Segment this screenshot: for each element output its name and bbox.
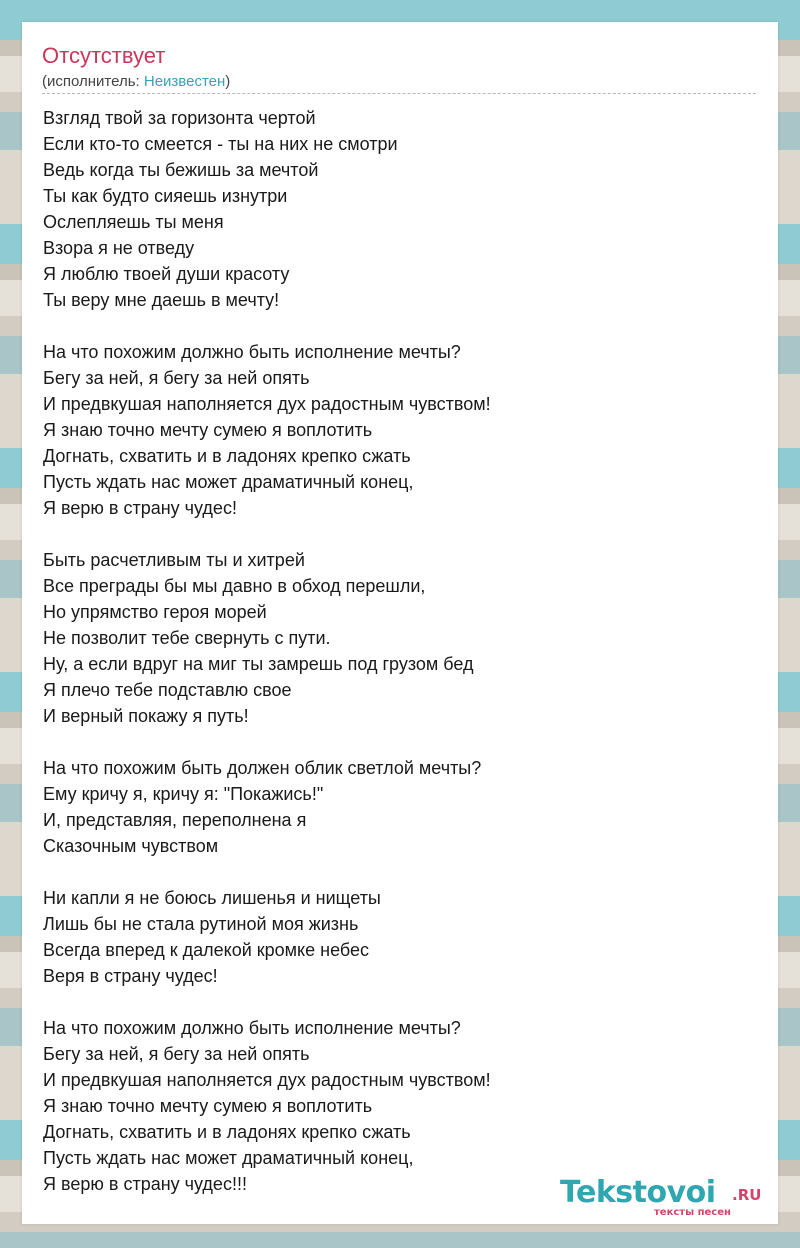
artist-line	[42, 72, 230, 92]
lyric-line: Сказочным чувством	[43, 836, 219, 856]
lyric-line: Я знаю точно мечту сумею я воплотить	[43, 1096, 373, 1116]
logo-name: Tekstovoi	[560, 1175, 716, 1210]
artist-suffix: )	[225, 73, 231, 90]
lyric-line: Взора я не отведу	[43, 238, 195, 258]
lyric-line: И верный покажу я путь!	[43, 706, 249, 726]
lyric-line: Лишь бы не стала рутиной моя жизнь	[43, 914, 359, 934]
lyric-line: Я знаю точно мечту сумею я воплотить	[43, 420, 373, 440]
lyric-line: Ну, а если вдруг на миг ты замрешь под грузом бед	[43, 654, 474, 674]
lyric-line: Догнать, схватить и в ладонях крепко сжать	[43, 446, 411, 466]
stanza-break	[43, 521, 763, 547]
lyric-line: Быть расчетливым ты и хитрей	[43, 550, 305, 570]
lyric-line: Всегда вперед к далекой кромке небес	[43, 940, 370, 960]
lyric-line: Я плечо тебе подставлю свое	[43, 680, 292, 700]
lyric-line: Ведь когда ты бежишь за мечтой	[43, 160, 319, 180]
lyric-line: Не позволит тебе свернуть с пути.	[43, 628, 331, 648]
artist-link[interactable]: Неизвестен	[143, 73, 226, 90]
lyric-line: Я верю в страну чудес!	[43, 498, 237, 518]
lyric-line: Бегу за ней, я бегу за ней опять	[43, 1044, 310, 1064]
lyric-line: На что похожим должно быть исполнение мечты?	[43, 342, 461, 362]
lyric-line: Догнать, схватить и в ладонях крепко сжать	[43, 1122, 411, 1142]
stanza-break	[43, 989, 763, 1015]
lyric-line: Ты как будто сияешь изнутри	[43, 186, 288, 206]
lyric-line: Пусть ждать нас может драматичный конец,	[43, 1148, 414, 1168]
stanza-break	[43, 313, 763, 339]
lyric-line: Я верю в страну чудес!!!	[43, 1174, 247, 1194]
lyric-line: Ему кричу я, кричу я: "Покажись!"	[43, 784, 324, 804]
lyric-line: На что похожим быть должен облик светлой мечты?	[43, 758, 482, 778]
lyric-line: Все преграды бы мы давно в обход перешли,	[43, 576, 426, 596]
lyric-line: И предвкушая наполняется дух радостным чувством!	[43, 1070, 491, 1090]
lyric-line: Если кто-то смеется - ты на них не смотри	[43, 134, 398, 154]
lyric-line: Пусть ждать нас может драматичный конец,	[43, 472, 414, 492]
site-logo[interactable]	[560, 1176, 770, 1218]
lyric-line: Но упрямство героя морей	[43, 602, 267, 622]
logo-tld: .RU	[732, 1186, 762, 1204]
lyric-line: И предвкушая наполняется дух радостным чувством!	[43, 394, 491, 414]
lyric-line: Я люблю твоей души красоту	[43, 264, 290, 284]
title-divider	[42, 93, 756, 94]
lyric-line: И, представляя, переполнена я	[43, 810, 307, 830]
lyric-line: Ослепляешь ты меня	[43, 212, 224, 232]
lyric-line: Ни капли я не боюсь лишенья и нищеты	[43, 888, 381, 908]
lyrics-card	[22, 22, 778, 1224]
lyric-line: Веря в страну чудес!	[43, 966, 218, 986]
song-title: Отсутствует	[42, 43, 166, 68]
stanza-break	[43, 859, 763, 885]
lyric-line: Бегу за ней, я бегу за ней опять	[43, 368, 310, 388]
artist-prefix: (исполнитель:	[42, 73, 144, 90]
lyrics-text	[43, 105, 763, 1197]
stanza-break	[43, 729, 763, 755]
lyric-line: Ты веру мне даешь в мечту!	[43, 290, 280, 310]
lyric-line: Взгляд твой за горизонта чертой	[43, 108, 316, 128]
lyric-line: На что похожим должно быть исполнение мечты?	[43, 1018, 461, 1038]
logo-tagline: тексты песен	[654, 1207, 731, 1218]
